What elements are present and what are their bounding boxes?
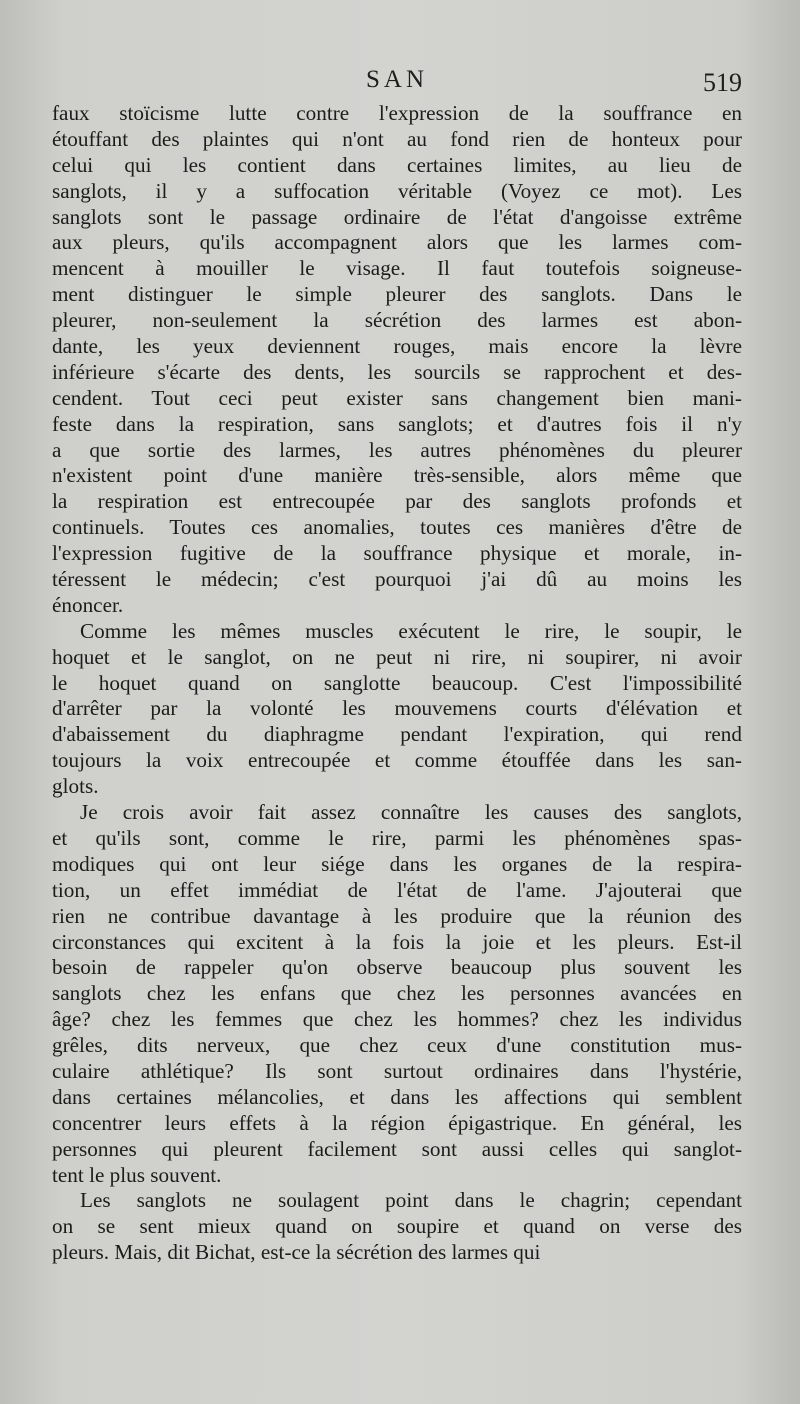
running-head: SAN (365, 66, 428, 93)
text-line: téressent le médecin; c'est pourquoi j'ai dû au moins les (52, 567, 742, 592)
text-line: feste dans la respiration, sans sanglots; et d'autres fois il n'y (52, 411, 742, 436)
text-line: faux stoïcisme lutte contre l'expression de la souffrance en (52, 101, 742, 125)
text-line: le hoquet quand on sanglotte beaucoup. C'est l'impossibilité (52, 670, 742, 695)
text-line: a que sortie des larmes, les autres phénomènes du pleurer (52, 437, 742, 462)
text-line: et qu'ils sont, comme le rire, parmi les phénomènes spas- (52, 825, 742, 850)
text-line: modiques qui ont leur siége dans les organes de la respira- (52, 851, 742, 876)
text-line: on se sent mieux quand on soupire et quand on verse des (52, 1214, 742, 1239)
page-number: 519 (703, 68, 742, 97)
text-line: culaire athlétique? Ils sont surtout ordinaires dans l'hystérie, (52, 1058, 742, 1083)
text-line: pleurs. Mais, dit Bichat, est-ce la sécrétion des larmes qui (52, 1240, 541, 1265)
text-line: étouffant des plaintes qui n'ont au fond rien de honteux pour (52, 126, 742, 151)
text-line: ment distinguer le simple pleurer des sanglots. Dans le (52, 282, 742, 307)
text-line: tion, un effet immédiat de l'état de l'ame. J'ajouterai que (52, 877, 742, 902)
text-line: dans certaines mélancolies, et dans les affections qui semblent (52, 1084, 742, 1109)
text-line: glots. (52, 774, 99, 799)
text-line: l'expression fugitive de la souffrance physique et morale, in- (52, 541, 742, 566)
text-line: d'arrêter par la volonté les mouvemens courts d'élévation et (52, 696, 742, 721)
paragraph (52, 800, 742, 1188)
bottom-margin (0, 1240, 800, 1404)
text-line: inférieure s'écarte des dents, les sourcils se rapprochent et des- (52, 359, 742, 384)
page-header (52, 62, 742, 102)
paragraph (52, 619, 742, 800)
text-line: rien ne contribue davantage à les produire que la réunion des (52, 903, 742, 928)
text-line: tent le plus souvent. (52, 1162, 222, 1187)
text-line: personnes qui pleurent facilement sont aussi celles qui sanglot- (52, 1136, 742, 1161)
text-line: hoquet et le sanglot, on ne peut ni rire, ni soupirer, ni avoir (52, 644, 742, 669)
text-line: toujours la voix entrecoupée et comme étouffée dans les san- (52, 748, 742, 773)
text-line: mencent à mouiller le visage. Il faut toutefois soigneuse- (52, 256, 742, 281)
paragraph (52, 101, 742, 619)
text-line: Les sanglots ne soulagent point dans le chagrin; cependant (80, 1188, 742, 1213)
text-line: cendent. Tout ceci peut exister sans changement bien mani- (52, 385, 742, 410)
text-line: dante, les yeux deviennent rouges, mais encore la lèvre (52, 334, 742, 359)
text-line: aux pleurs, qu'ils accompagnent alors que les larmes com- (52, 230, 742, 255)
text-line: énoncer. (52, 592, 124, 617)
text-line: d'abaissement du diaphragme pendant l'expiration, qui rend (52, 722, 742, 747)
text-line: la respiration est entrecoupée par des sanglots profonds et (52, 489, 742, 514)
text-line: n'existent point d'une manière très-sensible, alors même que (52, 463, 742, 488)
body-text (52, 101, 742, 1266)
text-line: Comme les mêmes muscles exécutent le rire, le soupir, le (80, 618, 742, 643)
text-line: pleurer, non-seulement la sécrétion des larmes est abon- (52, 308, 742, 333)
text-line: besoin de rappeler qu'on observe beaucoup plus souvent les (52, 955, 742, 980)
text-line: sanglots chez les enfans que chez les personnes avancées en (52, 981, 742, 1006)
text-line: sanglots sont le passage ordinaire de l'état d'angoisse extrême (52, 204, 742, 229)
text-line: concentrer leurs effets à la région épigastrique. En général, les (52, 1110, 742, 1135)
text-line: continuels. Toutes ces anomalies, toutes ces manières d'être de (52, 515, 742, 540)
text-line: celui qui les contient dans certaines limites, au lieu de (52, 152, 742, 177)
text-line: sanglots, il y a suffocation véritable (Voyez ce mot). Les (52, 178, 742, 203)
text-line: circonstances qui excitent à la fois la joie et les pleurs. Est-il (52, 929, 742, 954)
text-line: âge? chez les femmes que chez les hommes? chez les individus (52, 1007, 742, 1032)
text-line: Je crois avoir fait assez connaître les causes des sanglots, (80, 800, 742, 825)
text-line: grêles, dits nerveux, que chez ceux d'une constitution mus- (52, 1033, 742, 1058)
